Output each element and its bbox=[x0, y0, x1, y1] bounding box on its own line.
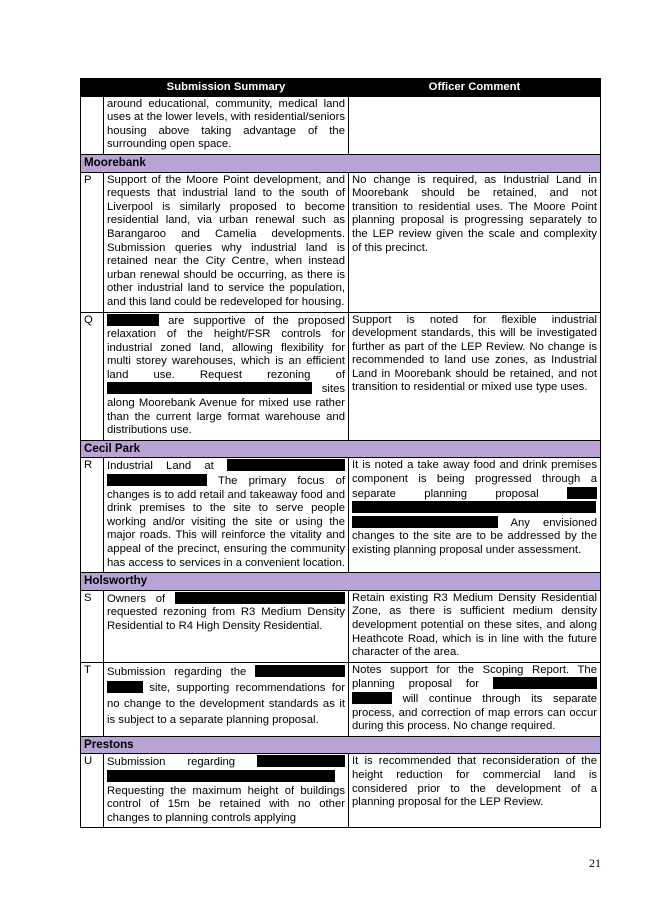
submission-text: Owners of bbox=[107, 592, 166, 605]
table-row bbox=[81, 96, 601, 154]
redaction-block bbox=[227, 459, 345, 471]
table-row bbox=[81, 662, 601, 736]
redaction-block bbox=[352, 516, 498, 528]
redaction-block bbox=[567, 487, 597, 499]
submission-text: The primary focus of changes is to add retail and takeaway food and drink premises to the site to serve people working and/or visiting the site or using the major roads. This will reinforce the vitality and appeal of the precinct, ensuring the community has access to services in a convenient location. bbox=[107, 475, 346, 569]
table-row bbox=[81, 458, 601, 573]
comment-cell: Support is noted for flexible industrial development standards, this will be investigated further as part of the LEP Review. No change is recommended to land use zones, as Industrial Land in Moorebank should be retained, and not transition to residential or mixed use type uses. bbox=[349, 312, 601, 440]
header-submission-summary: Submission Summary bbox=[104, 79, 349, 97]
submission-cell bbox=[104, 590, 349, 662]
table-row bbox=[81, 754, 601, 828]
comment-text: It is noted a take away food and drink premises component is being progressed through a separate planning proposal bbox=[352, 459, 597, 500]
submission-cell bbox=[104, 458, 349, 573]
submission-text: Submission regarding bbox=[107, 756, 236, 769]
header-officer-comment: Officer Comment bbox=[349, 79, 601, 97]
section-title: Cecil Park bbox=[81, 440, 601, 458]
comment-text: Notes support for the Scoping Report. The planning proposal for bbox=[352, 663, 597, 691]
comment-cell bbox=[349, 662, 601, 736]
submission-text: site, supporting recommendations for no change to the development standards as it is subject to a separate planning proposal. bbox=[107, 681, 345, 726]
redaction-block bbox=[257, 755, 345, 767]
submission-text: Submission regarding the bbox=[107, 665, 247, 678]
submission-text: sites bbox=[321, 383, 345, 396]
section-title: Moorebank bbox=[81, 154, 601, 172]
row-letter: Q bbox=[81, 312, 104, 440]
section-row-cecil-park bbox=[81, 440, 601, 458]
section-row-prestons bbox=[81, 736, 601, 754]
submissions-table bbox=[80, 78, 601, 828]
header-blank-cell bbox=[81, 79, 104, 97]
redaction-block bbox=[493, 677, 597, 689]
row-letter: R bbox=[81, 458, 104, 573]
comment-text: will continue through its separate process, and correction of map errors can occur during this process. No change required. bbox=[352, 692, 597, 733]
submission-text: Industrial Land at bbox=[107, 460, 214, 473]
row-letter: U bbox=[81, 754, 104, 828]
submission-text: are supportive of the proposed relaxation of the height/FSR controls for industrial zoned land, allowing flexibility for multi storey warehouses, which is an efficient land use. Request rezoning of bbox=[107, 314, 345, 381]
submission-cell: around educational, community, medical land uses at the lower levels, with residential/seniors housing above taking advantage of the surrounding open space. bbox=[104, 96, 349, 154]
redaction-block bbox=[352, 692, 392, 704]
comment-cell bbox=[349, 458, 601, 573]
submission-cell bbox=[104, 754, 349, 828]
table-row bbox=[81, 590, 601, 662]
submission-cell bbox=[104, 312, 349, 440]
redaction-block bbox=[107, 382, 312, 394]
row-letter-empty bbox=[81, 96, 104, 154]
row-letter: S bbox=[81, 590, 104, 662]
page-number: 21 bbox=[589, 856, 601, 870]
redaction-block bbox=[107, 474, 207, 486]
submission-text: Requesting the maximum height of buildings control of 15m be retained with no other changes to planning controls applying bbox=[107, 784, 345, 824]
redaction-block bbox=[255, 665, 345, 677]
submission-cell: Support of the Moore Point development, and requests that industrial land to the south of Liverpool is similarly proposed to become residential land, via urban renewal such as Barangaroo and Camelia developments. Submission queries why industrial land is retained near the City Centre, when instead urban renewal should be occurring, as there is other industrial land to service the population, and this land could be redeveloped for housing. bbox=[104, 172, 349, 312]
section-row-holsworthy bbox=[81, 573, 601, 591]
redaction-block bbox=[107, 770, 335, 782]
comment-cell bbox=[349, 96, 601, 154]
table-row bbox=[81, 172, 601, 312]
comment-text: Any envisioned changes to the site are to be addressed by the existing planning proposal under assessment. bbox=[352, 516, 598, 556]
table-header-row bbox=[81, 79, 601, 97]
section-title: Prestons bbox=[81, 736, 601, 754]
section-row-moorebank bbox=[81, 154, 601, 172]
row-letter: T bbox=[81, 662, 104, 736]
redaction-block bbox=[352, 501, 596, 513]
section-title: Holsworthy bbox=[81, 573, 601, 591]
comment-cell: Retain existing R3 Medium Density Residential Zone, as there is sufficient medium density development potential on these sites, and along Heathcote Road, which is in line with the future character of the area. bbox=[349, 590, 601, 662]
redaction-block bbox=[175, 592, 345, 604]
table-row bbox=[81, 312, 601, 440]
comment-cell: It is recommended that reconsideration of the height reduction for commercial land is considered prior to the development of a planning proposal for the LEP Review. bbox=[349, 754, 601, 828]
submission-text: along Moorebank Avenue for mixed use rather than the current large format warehouse and distributions use. bbox=[107, 397, 345, 437]
row-letter: P bbox=[81, 172, 104, 312]
redaction-block bbox=[107, 314, 159, 326]
comment-cell: No change is required, as Industrial Land in Moorebank should be retained, and not transition to residential uses. The Moore Point planning proposal is progressing separately to the LEP review given the scale and complexity of this precinct. bbox=[349, 172, 601, 312]
submission-cell bbox=[104, 662, 349, 736]
submission-text: requested rezoning from R3 Medium Density Residential to R4 High Density Residential. bbox=[107, 606, 345, 632]
redaction-block bbox=[107, 681, 143, 693]
